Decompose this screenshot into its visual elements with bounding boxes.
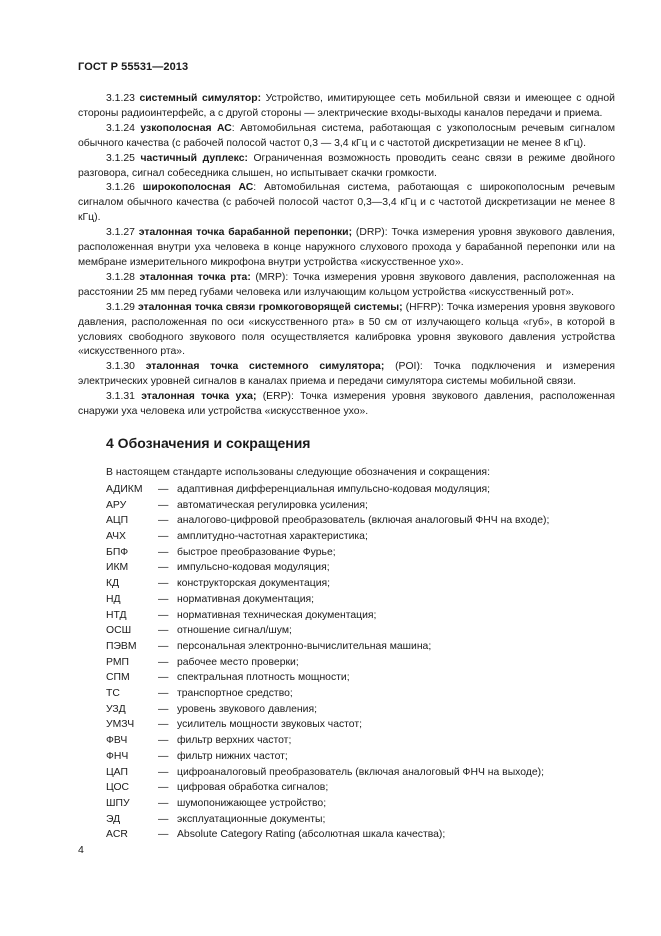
term-entry — [78, 92, 615, 122]
abbreviation-row — [78, 545, 615, 561]
abbreviation-definition: цифроаналоговый преобразователь (включая аналоговый ФНЧ на выходе); — [177, 766, 544, 778]
abbreviation-dash: — — [158, 656, 169, 668]
term-definition: (MRP): Точка измерения уровня звукового давления, расположенная на расстоянии 25 мм перед губами человека или излучающим кольцом устройства «искусственный рот». — [78, 271, 615, 298]
abbreviation-dash: — — [158, 798, 169, 809]
abbreviation-definition: эксплуатационные документы; — [177, 813, 326, 825]
abbreviation-definition: аналогово-цифровой преобразователь (включая аналоговый ФНЧ на входе); — [177, 515, 550, 527]
term-entry — [78, 122, 615, 152]
abbreviation-dash: — — [158, 531, 169, 543]
term-name: частичный дуплекс: — [140, 152, 248, 164]
abbreviation-row — [78, 749, 615, 765]
abbreviation-dash: — — [158, 499, 169, 511]
abbreviation-code: УМЗЧ — [106, 719, 135, 731]
abbreviation-dash: — — [158, 546, 169, 558]
abbreviation-definition: уровень звукового давления; — [177, 703, 317, 715]
abbreviation-dash: — — [158, 578, 169, 590]
abbreviation-definition: отношение сигнал/шум; — [177, 625, 292, 637]
abbreviation-dash: — — [158, 515, 169, 527]
abbreviation-row — [78, 513, 615, 529]
abbreviation-definition: автоматическая регулировка усиления; — [177, 499, 368, 511]
term-entry — [78, 271, 615, 301]
abbreviation-definition: амплитудно-частотная характеристика; — [177, 531, 368, 543]
abbreviation-row — [78, 608, 615, 624]
term-name: эталонная точка уха; — [141, 391, 257, 403]
abbreviation-dash: — — [158, 703, 169, 715]
term-number: 3.1.29 — [106, 301, 135, 313]
abbreviation-definition: спектральная плотность мощности; — [177, 672, 350, 684]
abbreviation-dash: — — [158, 640, 169, 652]
abbreviation-code: СПМ — [106, 672, 130, 684]
term-name: эталонная точка барабанной перепонки; — [138, 227, 353, 239]
abbreviation-definition: цифровая обработка сигналов; — [177, 782, 329, 794]
abbreviation-code: ПЭВМ — [106, 640, 137, 652]
term-number: 3.1.26 — [106, 182, 135, 194]
abbreviation-code: АРУ — [106, 499, 127, 511]
abbreviation-row — [78, 670, 615, 686]
term-number: 3.1.31 — [106, 391, 135, 403]
abbreviation-row — [78, 796, 615, 812]
term-definition: (DRP): Точка измерения уровня звукового давления, расположенная внутри уха человека в конце наружного слухового прохода у барабанной перепонки или на мембране измерительного микрофона внутри устройства «искусственное ухо». — [78, 227, 616, 268]
abbreviation-definition: рабочее место проверки; — [177, 656, 299, 668]
term-definition: Ограниченная возможность проводить сеанс связи в режиме двойного разговора, сигнал собеседника слышен, но испытывает скачки громкости. — [78, 152, 615, 179]
term-definition: : Автомобильная система, работающая с широкополосным речевым сигналом обычного качества (с рабочей полосой частот 0,3—3,4 кГц и с частотой дискретизации не менее 8 кГц). — [78, 182, 615, 224]
abbreviation-dash: — — [158, 483, 169, 495]
page-number: 4 — [78, 844, 84, 856]
terms-list — [78, 92, 615, 420]
abbreviation-code: ИКМ — [106, 562, 129, 574]
term-number: 3.1.27 — [106, 227, 135, 239]
abbreviation-row — [78, 827, 615, 843]
abbreviation-code: ACR — [106, 829, 128, 841]
term-name: эталонная точка связи громкоговорящей системы; — [137, 301, 403, 313]
section-intro: В настоящем стандарте использованы следующие обозначения и сокращения: — [106, 466, 490, 478]
abbreviation-row — [78, 639, 615, 655]
term-name: широкополосная АС — [142, 182, 254, 194]
abbreviation-code: ФВЧ — [106, 735, 128, 747]
abbreviation-definition: импульсно-кодовая модуляция; — [177, 562, 330, 574]
term-entry — [78, 226, 615, 271]
term-definition: (HFRP): Точка измерения уровня звукового давления, расположенная по оси «искусственного рта» в 50 см от излучающего кольца «губ», в которой в условиях свободного звукового поля осуществляется калибровка уровня звукового давления устройства «искусственного рта». — [78, 301, 615, 358]
section-title: 4 Обозначения и сокращения — [106, 434, 311, 451]
abbreviation-code: ОСШ — [106, 625, 132, 637]
term-number: 3.1.28 — [106, 271, 135, 283]
term-entry — [78, 181, 615, 226]
abbreviation-code: ЭД — [106, 813, 121, 825]
term-entry — [78, 301, 615, 361]
term-entry — [78, 152, 615, 182]
abbreviation-row — [78, 623, 615, 639]
term-definition: : Автомобильная система, работающая с узкополосным речевым сигналом обычного качества (с рабочей полосой частот 0,3 — 3,4 кГц и с частотой дискретизации не менее 8 кГц). — [78, 122, 615, 149]
abbreviation-dash: — — [158, 688, 169, 700]
abbreviation-list — [78, 482, 615, 843]
abbreviation-code: ФНЧ — [106, 750, 129, 762]
abbreviation-row — [78, 812, 615, 828]
abbreviation-row — [78, 560, 615, 576]
abbreviation-dash: — — [158, 719, 169, 731]
term-definition: (ERP): Точка измерения уровня звукового давления, расположенная снаружи уха человека или устройства «искусственное ухо». — [78, 391, 616, 418]
abbreviation-definition: персональная электронно-вычислительная машина; — [177, 640, 432, 652]
abbreviation-dash: — — [158, 782, 169, 794]
abbreviation-definition: фильтр верхних частот; — [177, 735, 292, 747]
abbreviation-code: АЧХ — [106, 531, 126, 543]
abbreviation-code: ЦАП — [106, 766, 128, 778]
abbreviation-definition: транспортное средство; — [177, 688, 293, 700]
term-number: 3.1.30 — [106, 361, 135, 373]
abbreviation-definition: адаптивная дифференциальная импульсно-кодовая модуляция; — [177, 483, 491, 495]
abbreviation-code: БПФ — [106, 546, 129, 558]
abbreviation-row — [78, 498, 615, 514]
abbreviation-code: ШПУ — [106, 798, 130, 809]
abbreviation-row — [78, 733, 615, 749]
abbreviation-code: АДИКМ — [106, 483, 143, 495]
abbreviation-code: АЦП — [106, 515, 129, 527]
term-entry — [78, 390, 615, 420]
abbreviation-code: НТД — [106, 609, 127, 621]
abbreviation-dash: — — [158, 562, 169, 574]
document-header: ГОСТ Р 55531—2013 — [78, 61, 189, 73]
abbreviation-code: ЦОС — [106, 782, 130, 794]
abbreviation-row — [78, 655, 615, 671]
abbreviation-definition: конструкторская документация; — [177, 578, 331, 590]
abbreviation-dash: — — [158, 766, 169, 778]
abbreviation-code: УЗД — [106, 703, 126, 715]
abbreviation-dash: — — [158, 672, 169, 684]
abbreviation-code: НД — [106, 593, 121, 605]
page-content — [78, 92, 615, 843]
term-number: 3.1.23 — [106, 93, 135, 104]
abbreviation-dash: — — [158, 750, 169, 762]
abbreviation-row — [78, 482, 615, 498]
term-name: эталонная точка рта: — [139, 271, 251, 283]
abbreviation-row — [78, 686, 615, 702]
abbreviation-code: РМП — [106, 656, 129, 668]
abbreviation-definition: Absolute Category Rating (абсолютная шкала качества); — [177, 829, 446, 841]
term-entry — [78, 360, 615, 390]
abbreviation-dash: — — [158, 829, 169, 841]
abbreviation-definition: нормативная техническая документация; — [177, 609, 377, 621]
abbreviation-row — [78, 529, 615, 545]
term-number: 3.1.25 — [106, 152, 135, 164]
abbreviation-dash: — — [158, 735, 169, 747]
term-name: эталонная точка системного симулятора; — [145, 361, 385, 373]
abbreviation-dash: — — [158, 593, 169, 605]
abbreviation-row — [78, 702, 615, 718]
term-name: узкополосная АС — [140, 122, 232, 134]
term-name: системный симулятор: — [139, 93, 262, 104]
abbreviation-row — [78, 592, 615, 608]
abbreviation-row — [78, 576, 615, 592]
abbreviation-row — [78, 765, 615, 781]
abbreviation-dash: — — [158, 813, 169, 825]
abbreviation-dash: — — [158, 609, 169, 621]
abbreviation-definition: нормативная документация; — [177, 593, 315, 605]
abbreviation-row — [78, 717, 615, 733]
abbreviation-definition: быстрое преобразование Фурье; — [177, 546, 336, 558]
abbreviation-definition: усилитель мощности звуковых частот; — [177, 719, 363, 731]
abbreviation-code: ТС — [106, 688, 120, 700]
abbreviation-code: КД — [106, 578, 120, 590]
term-definition: Устройство, имитирующее сеть мобильной связи и имеющее с одной стороны радиоинтерфейс, а с другой стороны — электрические входы-выходы каналов передачи и приема. — [78, 93, 615, 119]
term-definition: (POI): Точка подключения и измерения электрических уровней сигналов в каналах приема и передачи симулятора системы мобильной связи. — [78, 361, 615, 388]
abbreviation-dash: — — [158, 625, 169, 637]
term-number: 3.1.24 — [106, 122, 135, 134]
abbreviation-definition: фильтр нижних частот; — [177, 750, 288, 762]
abbreviation-row — [78, 780, 615, 796]
abbreviation-definition: шумопонижающее устройство; — [177, 798, 327, 809]
